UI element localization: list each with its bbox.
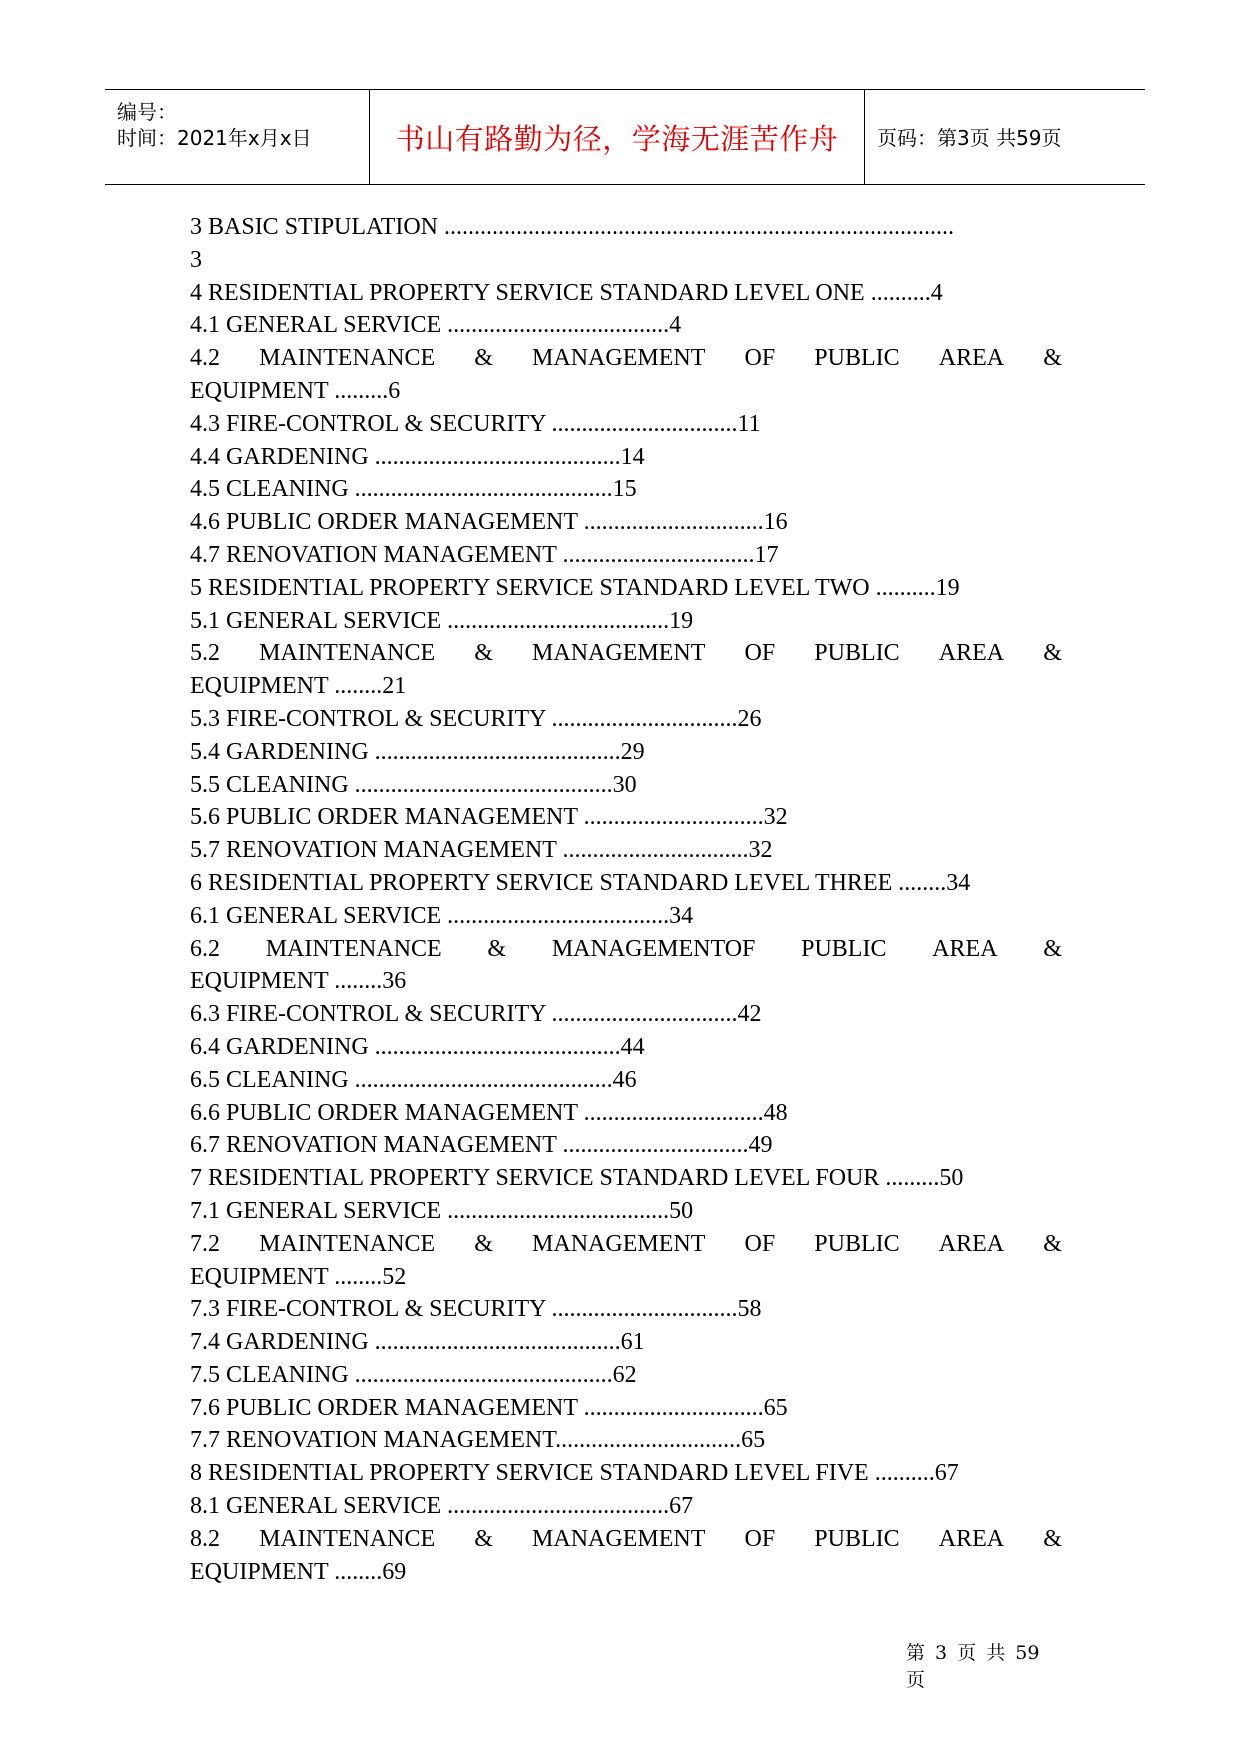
toc-line: EQUIPMENT ........52 <box>190 1263 407 1290</box>
toc-word: & <box>1043 1525 1062 1552</box>
table-of-contents <box>190 211 1062 1588</box>
toc-word: & <box>474 1230 493 1257</box>
toc-word: 4.2 <box>190 345 220 372</box>
toc-word: AREA <box>938 640 1005 667</box>
toc-line: EQUIPMENT ........69 <box>190 1558 407 1585</box>
toc-word: MANAGEMENT <box>532 640 706 667</box>
toc-line: 5.6 PUBLIC ORDER MANAGEMENT ..............................32 <box>190 804 788 831</box>
toc-line: 6 RESIDENTIAL PROPERTY SERVICE STANDARD LEVEL THREE ........34 <box>190 869 971 896</box>
document-date-label: 时间：2021年x月x日 <box>117 126 312 150</box>
toc-word: & <box>487 935 507 962</box>
toc-word: MAINTENANCE <box>259 640 436 667</box>
toc-word: PUBLIC <box>814 345 900 372</box>
toc-line: 6.4 GARDENING .........................................44 <box>190 1033 645 1060</box>
toc-word: 6.2 <box>190 935 220 962</box>
toc-word: & <box>1043 1230 1062 1257</box>
toc-line: 6.5 CLEANING ...........................................46 <box>190 1066 637 1093</box>
toc-word: PUBLIC <box>814 1230 900 1257</box>
toc-line: 7.4 GARDENING .........................................61 <box>190 1329 645 1356</box>
toc-line: 7.7 RENOVATION MANAGEMENT...............................65 <box>190 1427 766 1454</box>
toc-word: & <box>474 1525 493 1552</box>
toc-word: & <box>1043 345 1062 372</box>
toc-word: PUBLIC <box>801 935 887 962</box>
toc-word: 5.2 <box>190 640 220 667</box>
toc-line <box>190 342 1062 375</box>
toc-line: EQUIPMENT .........6 <box>190 377 401 404</box>
toc-word: & <box>1043 935 1062 962</box>
page-footer: 第 3 页 共 59 页 <box>906 1642 1040 1691</box>
toc-line: 4.3 FIRE-CONTROL & SECURITY ...............................11 <box>190 410 761 437</box>
header-page-cell <box>865 90 1145 184</box>
toc-word: MAINTENANCE <box>265 935 442 962</box>
toc-line: 5.1 GENERAL SERVICE .....................................19 <box>190 607 694 634</box>
page-header <box>105 89 1145 185</box>
toc-line: 7.5 CLEANING ...........................................62 <box>190 1361 637 1388</box>
toc-word: & <box>1043 640 1062 667</box>
toc-line <box>190 1228 1062 1261</box>
toc-line <box>190 933 1062 966</box>
header-motto-cell <box>370 90 865 184</box>
toc-line: 7 RESIDENTIAL PROPERTY SERVICE STANDARD LEVEL FOUR .........50 <box>190 1165 964 1192</box>
toc-word: 7.2 <box>190 1230 220 1257</box>
toc-word: OF <box>744 1525 776 1552</box>
toc-line: 5.3 FIRE-CONTROL & SECURITY ...............................26 <box>190 705 762 732</box>
toc-line: 4.1 GENERAL SERVICE .....................................4 <box>190 312 682 339</box>
toc-line: 5.7 RENOVATION MANAGEMENT ...............................32 <box>190 837 773 864</box>
toc-word: MAINTENANCE <box>259 1525 436 1552</box>
toc-word: MANAGEMENT <box>532 1525 706 1552</box>
toc-word: AREA <box>938 1230 1005 1257</box>
toc-line: 4.5 CLEANING ...........................................15 <box>190 476 637 503</box>
toc-line: 4 RESIDENTIAL PROPERTY SERVICE STANDARD LEVEL ONE ..........4 <box>190 279 943 306</box>
toc-word: AREA <box>932 935 998 962</box>
toc-line: 8.1 GENERAL SERVICE .....................................67 <box>190 1493 694 1520</box>
toc-word: & <box>474 345 493 372</box>
toc-line: 5.5 CLEANING ...........................................30 <box>190 771 637 798</box>
toc-line: EQUIPMENT ........21 <box>190 673 407 700</box>
toc-line: 6.6 PUBLIC ORDER MANAGEMENT ..............................48 <box>190 1099 788 1126</box>
toc-line <box>190 637 1062 670</box>
toc-line: 4.7 RENOVATION MANAGEMENT ................................17 <box>190 541 779 568</box>
toc-word: 8.2 <box>190 1525 220 1552</box>
toc-line: 6.1 GENERAL SERVICE .....................................34 <box>190 902 694 929</box>
toc-line: 5 RESIDENTIAL PROPERTY SERVICE STANDARD LEVEL TWO ..........19 <box>190 574 960 601</box>
toc-word: MAINTENANCE <box>259 345 436 372</box>
toc-line: 8 RESIDENTIAL PROPERTY SERVICE STANDARD LEVEL FIVE ..........67 <box>190 1460 959 1487</box>
toc-line: 6.3 FIRE-CONTROL & SECURITY ...............................42 <box>190 1001 762 1028</box>
toc-line: 4.4 GARDENING .........................................14 <box>190 443 645 470</box>
toc-word: OF <box>744 640 776 667</box>
toc-line <box>190 1523 1062 1556</box>
toc-word: MAINTENANCE <box>259 1230 436 1257</box>
toc-line: 4.6 PUBLIC ORDER MANAGEMENT ..............................16 <box>190 509 788 536</box>
motto-text: 书山有路勤为径，学海无涯苦作舟 <box>395 122 839 156</box>
toc-word: MANAGEMENT <box>532 1230 706 1257</box>
page-code-label: 页码：第3页 共59页 <box>877 126 1062 150</box>
toc-word: MANAGEMENTOF <box>551 935 756 962</box>
toc-word: OF <box>744 1230 776 1257</box>
toc-word: PUBLIC <box>814 1525 900 1552</box>
toc-word: OF <box>744 345 776 372</box>
toc-line: 3 BASIC STIPULATION ..................................................................................... <box>190 214 955 240</box>
toc-word: AREA <box>938 345 1005 372</box>
toc-line: 5.4 GARDENING .........................................29 <box>190 738 645 765</box>
toc-line: EQUIPMENT ........36 <box>190 968 407 995</box>
toc-line: 3 <box>190 246 202 273</box>
toc-word: AREA <box>938 1525 1005 1552</box>
toc-line: 7.6 PUBLIC ORDER MANAGEMENT ..............................65 <box>190 1394 788 1421</box>
toc-word: PUBLIC <box>814 640 900 667</box>
toc-line: 7.3 FIRE-CONTROL & SECURITY ...............................58 <box>190 1296 762 1323</box>
toc-word: MANAGEMENT <box>532 345 706 372</box>
header-info-cell <box>105 90 370 184</box>
document-number-label: 编号： <box>117 100 177 124</box>
toc-line: 6.7 RENOVATION MANAGEMENT ...............................49 <box>190 1132 773 1159</box>
toc-word: & <box>474 640 493 667</box>
toc-line: 7.1 GENERAL SERVICE .....................................50 <box>190 1197 694 1224</box>
